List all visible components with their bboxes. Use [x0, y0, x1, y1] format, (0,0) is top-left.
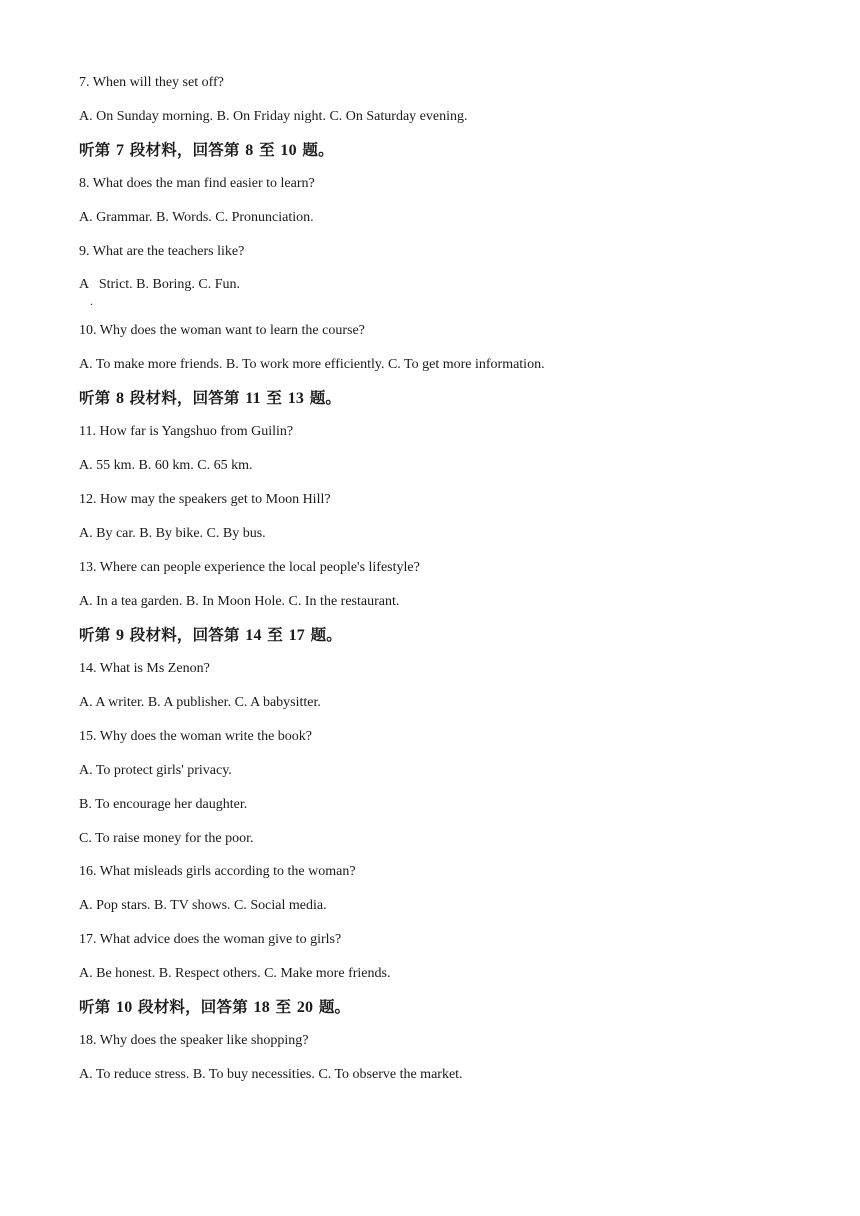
question-9-options: A Strict. B. Boring. C. Fun.	[79, 277, 241, 292]
question-15: 15. Why does the woman write the book?	[79, 729, 313, 744]
question-11: 11. How far is Yangshuo from Guilin?	[79, 424, 294, 439]
section-heading-9: 听第 9 段材料，回答第 14 至 17 题。	[79, 626, 343, 644]
question-15-option-c: C. To raise money for the poor.	[79, 831, 254, 846]
question-7-options: A. On Sunday morning. B. On Friday night. C. On Saturday evening.	[79, 109, 468, 124]
question-10-options: A. To make more friends. B. To work more efficiently. C. To get more information.	[79, 357, 545, 372]
question-17-options: A. Be honest. B. Respect others. C. Make more friends.	[79, 966, 391, 981]
question-7: 7. When will they set off?	[79, 75, 224, 90]
question-12-options: A. By car. B. By bike. C. By bus.	[79, 526, 266, 541]
section-heading-10: 听第 10 段材料，回答第 18 至 20 题。	[79, 998, 351, 1016]
question-17: 17. What advice does the woman give to girls?	[79, 932, 342, 947]
question-13-options: A. In a tea garden. B. In Moon Hole. C. In the restaurant.	[79, 594, 400, 609]
question-12: 12. How may the speakers get to Moon Hill?	[79, 492, 331, 507]
question-13: 13. Where can people experience the local people's lifestyle?	[79, 560, 420, 575]
question-16: 16. What misleads girls according to the woman?	[79, 864, 356, 879]
question-9: 9. What are the teachers like?	[79, 244, 245, 259]
question-8-options: A. Grammar. B. Words. C. Pronunciation.	[79, 210, 314, 225]
question-18: 18. Why does the speaker like shopping?	[79, 1033, 309, 1048]
question-15-option-a: A. To protect girls' privacy.	[79, 763, 232, 778]
question-11-options: A. 55 km. B. 60 km. C. 65 km.	[79, 458, 253, 473]
question-14-options: A. A writer. B. A publisher. C. A babysitter.	[79, 695, 321, 710]
stray-dot: .	[90, 294, 93, 308]
question-10: 10. Why does the woman want to learn the course?	[79, 323, 365, 338]
question-8: 8. What does the man find easier to learn?	[79, 176, 315, 191]
question-16-options: A. Pop stars. B. TV shows. C. Social media.	[79, 898, 327, 913]
section-heading-7: 听第 7 段材料，回答第 8 至 10 题。	[79, 141, 334, 159]
question-14: 14. What is Ms Zenon?	[79, 661, 210, 676]
question-15-option-b: B. To encourage her daughter.	[79, 797, 248, 812]
question-18-options: A. To reduce stress. B. To buy necessities. C. To observe the market.	[79, 1067, 463, 1082]
section-heading-8: 听第 8 段材料，回答第 11 至 13 题。	[79, 389, 342, 407]
